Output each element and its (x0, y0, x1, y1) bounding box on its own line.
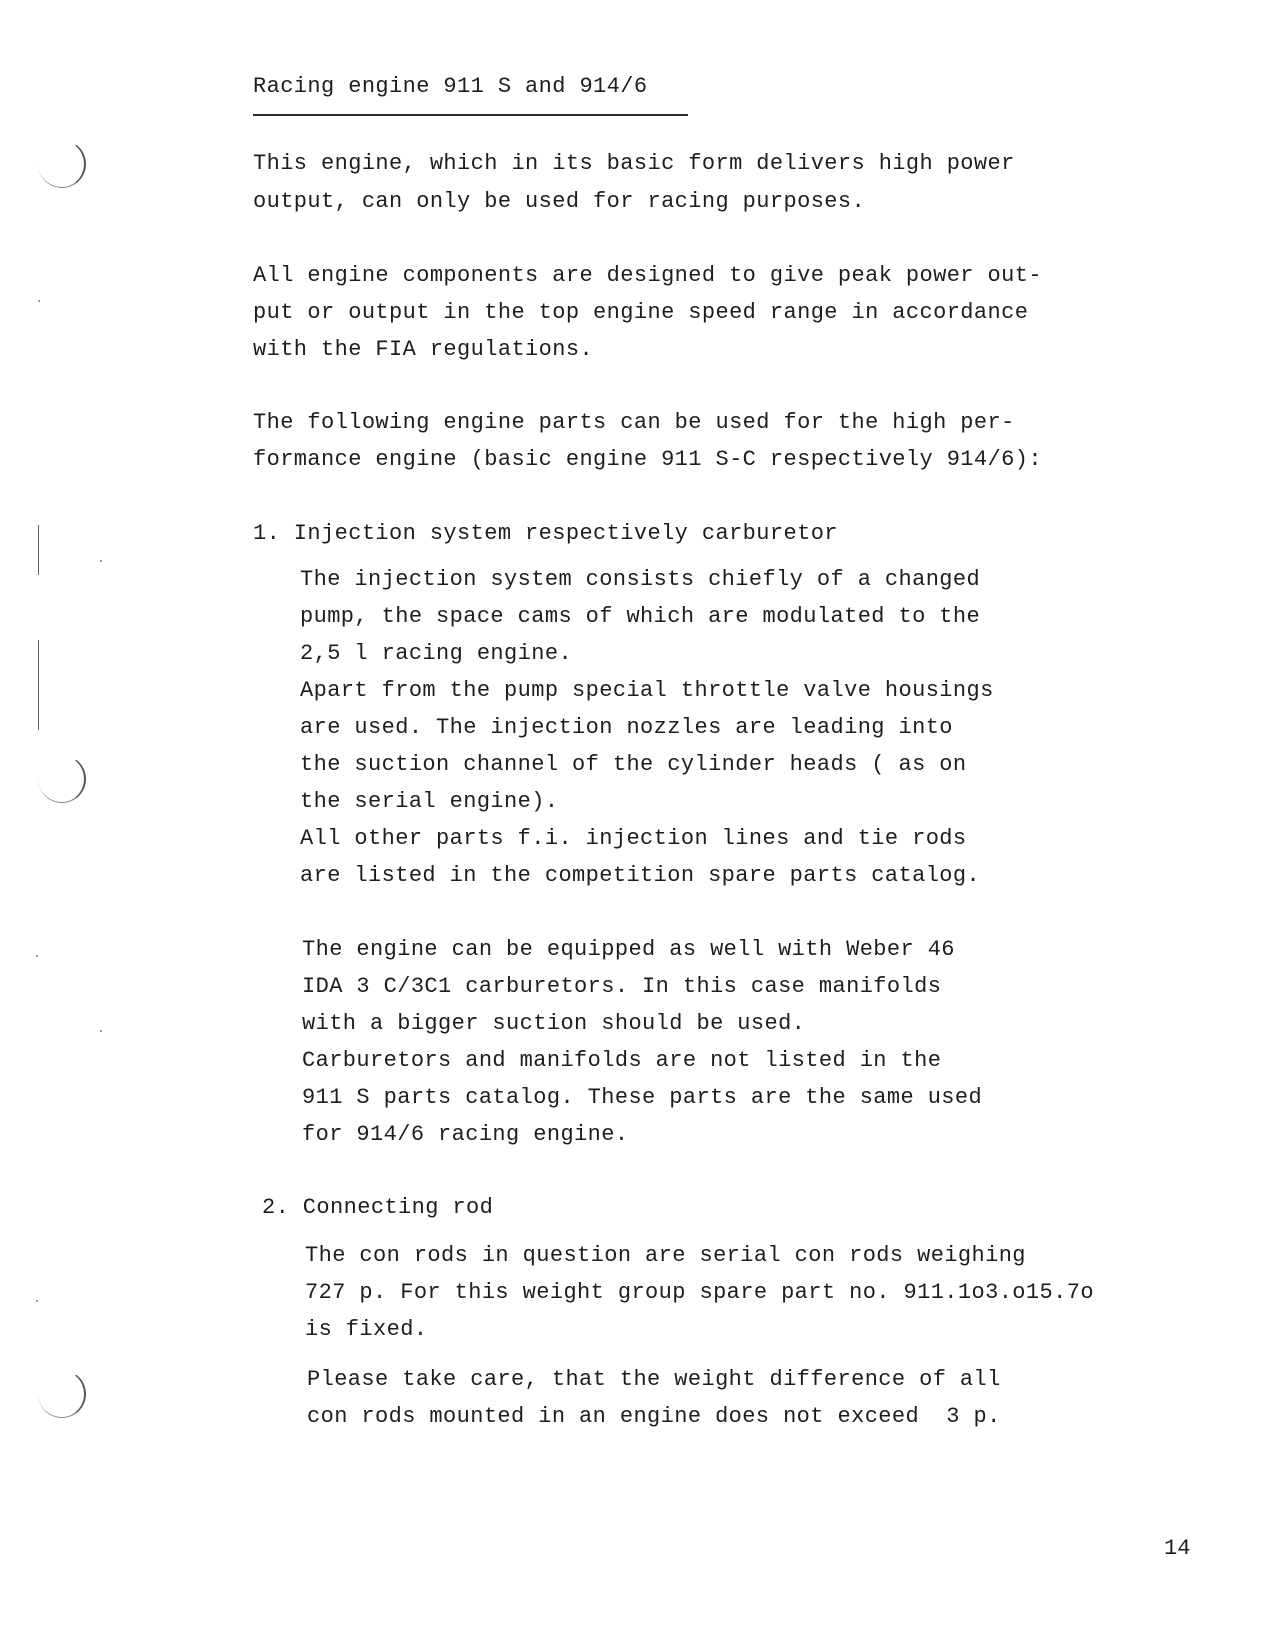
section-line: are listed in the competition spare parts catalog. (300, 863, 981, 888)
section-heading: 2. Connecting rod (262, 1195, 494, 1220)
section-line: IDA 3 C/3C1 carburetors. In this case manifolds (302, 974, 942, 999)
section-line: 727 p. For this weight group spare part no. 911.1o3.o15.7o (305, 1280, 1094, 1305)
section-line: The engine can be equipped as well with Weber 46 (302, 937, 955, 962)
margin-speck (100, 560, 102, 562)
margin-speck (36, 955, 38, 957)
margin-speck (36, 1300, 38, 1302)
page-number: 14 (1164, 1536, 1191, 1561)
paragraph-line: with the FIA regulations. (253, 337, 594, 362)
paragraph-line: formance engine (basic engine 911 S-C respectively 914/6): (253, 447, 1042, 472)
title-underline (253, 114, 688, 116)
binder-hole-mark (38, 140, 86, 188)
section-line: Apart from the pump special throttle valve housings (300, 678, 994, 703)
paragraph-line: All engine components are designed to give peak power out- (253, 263, 1042, 288)
section-line: 2,5 l racing engine. (300, 641, 573, 666)
section-line: the suction channel of the cylinder heads ( as on (300, 752, 967, 777)
margin-scan-line (38, 525, 39, 575)
binder-hole-mark (38, 755, 86, 803)
paragraph-line: The following engine parts can be used for the high per- (253, 410, 1015, 435)
margin-speck (38, 300, 40, 302)
section-heading: 1. Injection system respectively carburetor (253, 521, 838, 546)
section-line: The con rods in question are serial con rods weighing (305, 1243, 1026, 1268)
section-line: All other parts f.i. injection lines and tie rods (300, 826, 967, 851)
binder-hole-mark (38, 1370, 86, 1418)
section-line: The injection system consists chiefly of a changed (300, 567, 981, 592)
section-line: for 914/6 racing engine. (302, 1122, 629, 1147)
section-line: the serial engine). (300, 789, 559, 814)
paragraph-line: put or output in the top engine speed range in accordance (253, 300, 1029, 325)
margin-speck (100, 1030, 102, 1032)
section-line: Please take care, that the weight difference of all (307, 1367, 1001, 1392)
section-line: is fixed. (305, 1317, 428, 1342)
section-line: are used. The injection nozzles are leading into (300, 715, 953, 740)
section-line: 911 S parts catalog. These parts are the same used (302, 1085, 983, 1110)
section-line: con rods mounted in an engine does not exceed 3 p. (307, 1404, 1001, 1429)
intro-line: This engine, which in its basic form delivers high power (253, 151, 1015, 176)
section-line: pump, the space cams of which are modulated to the (300, 604, 981, 629)
margin-scan-line (38, 640, 39, 730)
section-line: with a bigger suction should be used. (302, 1011, 806, 1036)
intro-line: output, can only be used for racing purposes. (253, 189, 866, 214)
section-line: Carburetors and manifolds are not listed in the (302, 1048, 942, 1073)
document-title: Racing engine 911 S and 914/6 (253, 74, 648, 99)
